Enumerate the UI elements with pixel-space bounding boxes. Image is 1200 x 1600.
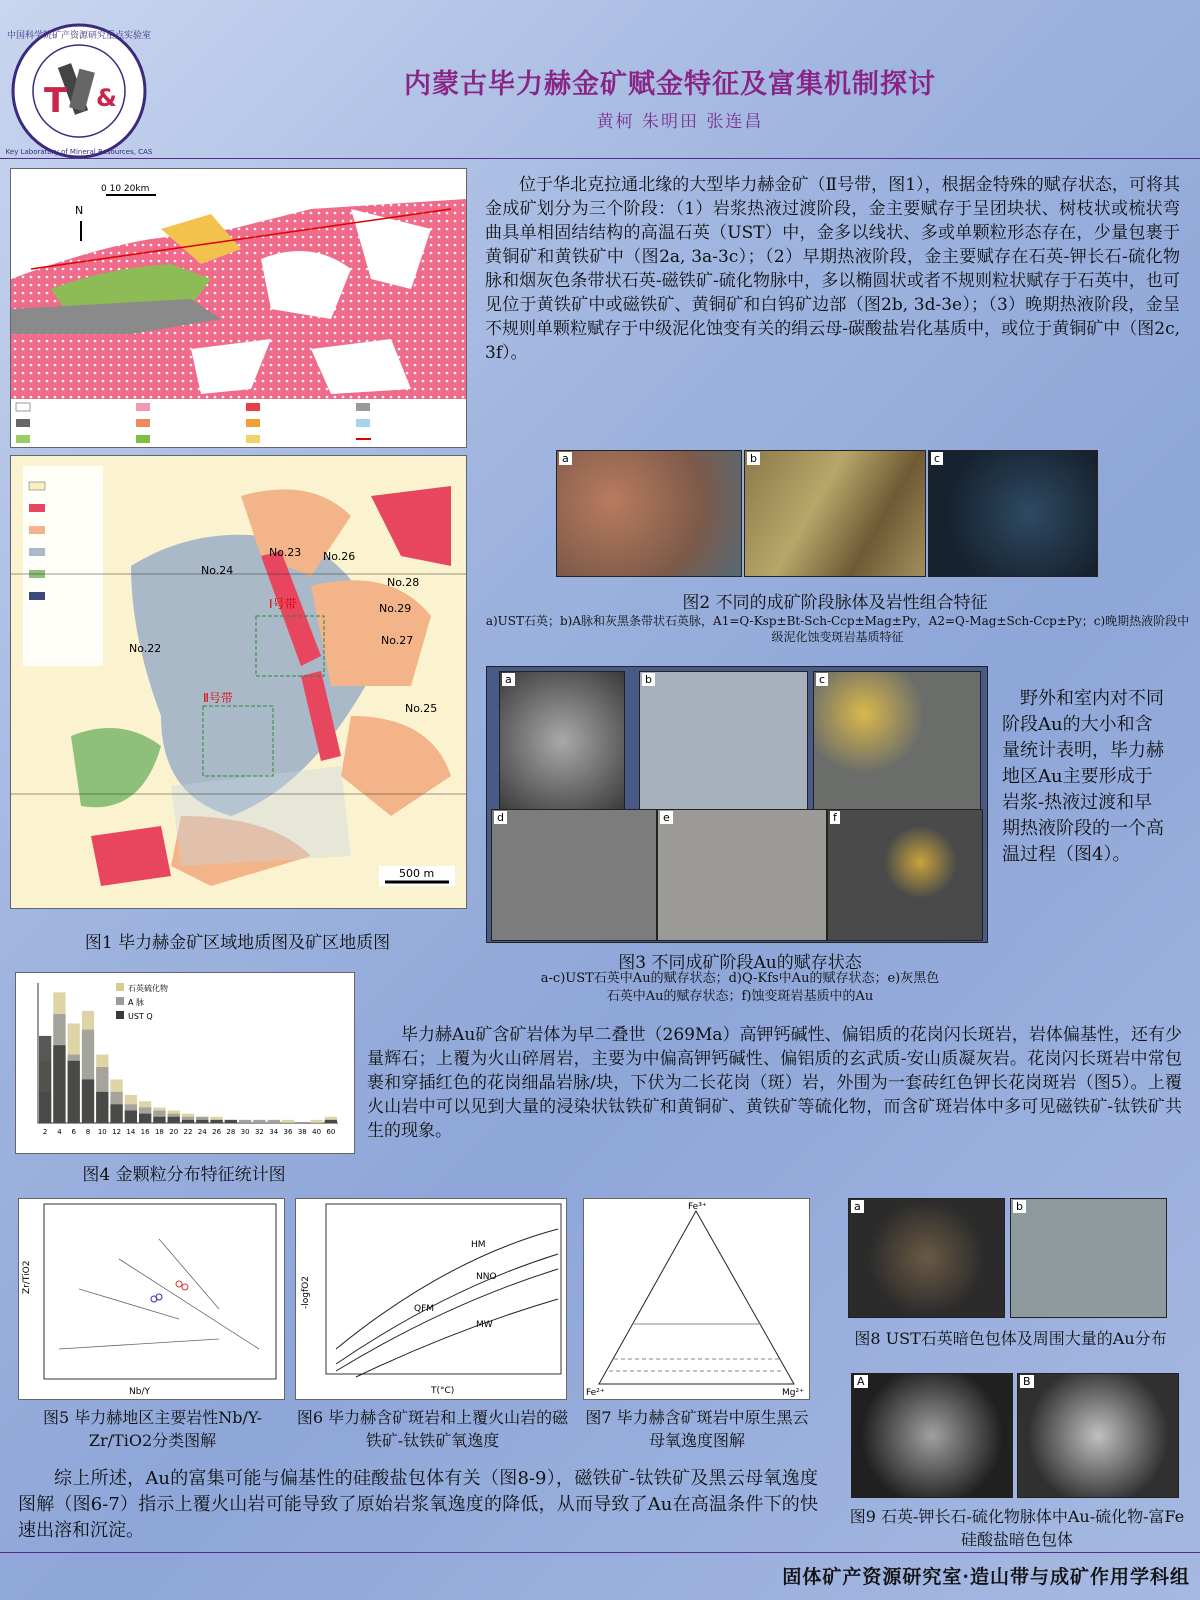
fig4-tick: 18 [154,1128,164,1136]
fig2-panel-c: c [928,450,1098,577]
fig6-curve-qfm: QFM [414,1304,435,1314]
fig4-tick: 60 [326,1128,336,1136]
fig4-bar-ust-8 [153,1117,165,1123]
fig4-bar-ust-11 [196,1120,208,1123]
fig8-panel-a: a [848,1198,1005,1318]
fig4-bar-ust-10 [182,1120,194,1123]
fig4-tick: 12 [112,1128,122,1136]
fig4-bar-ust-6 [125,1111,137,1123]
fig4-tick: 28 [226,1128,236,1136]
fig4-tick: 38 [297,1128,307,1136]
fig4-bar-ust-12 [210,1120,222,1123]
poster-authors: 黄柯 朱明田 张连昌 [596,112,764,132]
fig4-bar-ust-3 [82,1079,94,1123]
fig4-tick: 32 [254,1128,264,1136]
fig4-tick: 2 [42,1128,48,1136]
fig2-subcaption: a)UST石英；b)A脉和灰黑条带状石英脉，A1=Q-Ksp±Bt-Sch-Ccp±Mag±Py，A2=Q-Mag±Sch-Ccp±Py；c)晚期热液阶段中级泥化蚀变斑岩基质特征 [485,614,1190,645]
fig1-regional-map [10,168,467,448]
fig4-bar-ust-2 [68,1061,80,1123]
fig9-caption: 图9 石英-钾长石-硫化物脉体中Au-硫化物-富Fe硅酸盐暗色包体 [849,1507,1185,1549]
fig3-panel-f: f [827,809,983,941]
fig4-bar-ust-20 [325,1120,337,1123]
fig3-panel-c: c [813,671,981,811]
fig2-caption: 图2 不同的成矿阶段脉体及岩性组合特征 [682,593,988,613]
fig4-bar-ust-0 [39,1036,51,1123]
fig4-tick: 34 [269,1128,279,1136]
fig4-legend-label: UST Q [128,1012,153,1021]
fig4-tick: 6 [71,1128,76,1136]
fig3-panel-e: e [657,809,827,941]
fig4-tick: 26 [212,1128,222,1136]
intro-paragraph: 位于华北克拉通北缘的大型毕力赫金矿（Ⅱ号带，图1），根据金特殊的赋存状态，可将其金成矿划分为三个阶段：（1）岩浆热液过渡阶段，金主要赋存于呈团块状、树枝状或梳状弯曲具单相固结结构的高温石英（UST）中，金多以线状、多或单颗粒形态存在，少量包裹于黄铜矿和黄铁矿中（图2a, 3a-3c）；（2）早期热液阶段，金主要赋存在石英-钾长石-硫化物脉和烟灰色条带状石英-磁铁矿-硫化物脉中，多以椭圆状或者不规则粒状赋存于石英中，也可见位于黄铁矿中或磁铁矿、黄铜矿和白钨矿边部（图2b, 3d-3e）；（3）晚期热液阶段，金呈不规则单颗粒赋存于中级泥化蚀变有关的绢云母-碳酸盐岩化基质中，或位于黄铜矿中（图2c, 3f）。 [485,175,1180,363]
header-divider [0,158,1200,159]
fig7-apex-top: Fe³⁺ [688,1202,707,1212]
fig2-panels [556,450,1109,577]
fig1-caption: 图1 毕力赫金矿区域地质图及矿区地质图 [84,933,391,953]
fig4-tick: 8 [85,1128,91,1136]
fig1-label-22: No.22 [129,642,162,655]
fig4-bar-sulf-17 [282,1120,294,1123]
fig1-label-27: No.27 [381,634,414,647]
fig4-tick: 14 [126,1128,136,1136]
fig6-ylabel: -logfO2 [301,1276,311,1309]
fig3-panels [486,666,988,943]
fig7-apex-right: Mg²⁺ [782,1388,804,1398]
fig4-tick: 24 [197,1128,207,1136]
main-paragraph: 毕力赫Au矿含矿岩体为早二叠世（269Ma）高钾钙碱性、偏铝质的花岗闪长斑岩，岩体偏基性，还有少量辉石；上覆为火山碎屑岩，主要为中偏高钾钙碱性、偏铝质的玄武质-安山质凝灰岩。花岗闪长斑岩中常包裹和穿插红色的花岗细晶岩脉/块，下伏为二长花岗（斑）岩，外围为一套砖红色钾长花岗斑岩（图5）。上覆火山岩中可以见到大量的浸染状钛铁矿和黄铜矿、黄铁矿等硫化物，而含矿斑岩体中多可见磁铁矿-钛铁矿共生的现象。 [367,1025,1182,1141]
fig4-bar-ust-5 [110,1104,122,1123]
fig4-bar-sulf-19 [310,1120,322,1123]
fig6-xlabel: T(°C) [431,1386,455,1396]
fig6-curve-hm: HM [471,1240,486,1250]
fig1-label-29: No.29 [379,602,412,615]
fig9-panel-a: A [851,1373,1013,1498]
svg-text:&: & [96,84,117,112]
fig5-caption: 图5 毕力赫地区主要岩性Nb/Y-Zr/TiO2分类图解 [42,1408,263,1450]
fig6-curve-mw: MW [476,1320,493,1330]
fig3-subcaption-1: a-c)UST石英中Au的赋存状态；d)Q-Kfs中Au的赋存状态；e)灰黑色 [540,971,940,986]
fig3-subcaption-2: 石英中Au的赋存状态；f)蚀变斑岩基质中的Au [606,989,874,1004]
poster-title: 内蒙古毕力赫金矿赋金特征及富集机制探讨 [404,69,936,100]
fig1-zone2-label: Ⅱ号带 [203,691,233,705]
fig4-tick: 16 [140,1128,150,1136]
footer-group: 固体矿产资源研究室·造山带与成矿作用学科组 [782,1566,1190,1588]
fig4-tick: 4 [57,1128,62,1136]
fig4-tick: 22 [183,1128,193,1136]
fig7-ternary [583,1198,810,1400]
logo-text: 中国科学院矿产资源研究重点实验室 [6,31,152,41]
fig1-mine-map [10,455,467,909]
fig5-ylabel: Zr/TiO2 [22,1260,32,1294]
svg-text:T: T [44,81,68,121]
fig4-legend-swatch [116,1011,124,1019]
fig3-panel-a: a [499,671,625,811]
fig1-zone1-label: Ⅰ号带 [269,597,297,611]
fig8-caption: 图8 UST石英暗色包体及周围大量的Au分布 [854,1329,1167,1348]
fig6-caption: 图6 毕力赫含矿斑岩和上覆火山岩的磁铁矿-钛铁矿氧逸度 [296,1408,569,1450]
lab-logo [4,22,154,160]
fig5-xlabel: Nb/Y [129,1387,150,1397]
fig7-apex-left: Fe²⁺ [586,1388,605,1398]
fig4-bar-ust-4 [96,1092,108,1123]
fig1-label-23: No.23 [269,546,302,559]
fig4-bar-ust-1 [53,1045,65,1123]
side-paragraph: 野外和室内对不同阶段Au的大小和含量统计表明，毕力赫地区Au主要形成于岩浆-热液过渡和早期热液阶段的一个高温过程（图4）。 [1002,688,1164,865]
fig4-legend-swatch [116,983,124,991]
fig4-legend-swatch [116,997,124,1005]
fig3-panel-d: d [491,809,657,941]
fig4-tick: 36 [283,1128,293,1136]
fig4-tick: 20 [169,1128,179,1136]
fig4-legend-label: 石英硫化物 [128,984,168,993]
fig4-tick: 10 [97,1128,107,1136]
fig4-bar-ust-9 [168,1117,180,1123]
fig6-curve-nno: NNO [476,1272,497,1282]
fig4-caption: 图4 金颗粒分布特征统计图 [82,1165,286,1185]
fig4-bar-ust-13 [225,1120,237,1123]
fig3-panel-b: b [639,671,808,811]
fig4-legend-label: A 脉 [128,998,145,1007]
fig4-tick: 30 [240,1128,250,1136]
fig7-caption: 图7 毕力赫含矿斑岩中原生黑云母氧逸度图解 [585,1408,809,1450]
fig4-bar-ust-7 [139,1114,151,1123]
fig1-label-24: No.24 [201,564,234,577]
fig6-plot [295,1198,567,1400]
fig8-panels [848,1198,1190,1318]
svg-text:Key Laboratory of Mineral Reso: Key Laboratory of Mineral Resources, CAS [5,148,153,156]
fig4-bar-avein-14 [239,1120,251,1123]
fig1-label-26: No.26 [323,550,356,563]
fig2-panel-b: b [744,450,926,577]
fig4-bar-avein-16 [268,1120,280,1123]
fig4-tick: 40 [312,1128,322,1136]
fig5-plot [18,1198,285,1400]
fig2-panel-a: a [556,450,742,577]
fig4-histogram [15,972,355,1154]
fig1-north-label: N [75,204,84,217]
fig8-panel-b: b [1010,1198,1167,1318]
fig9-panel-b: B [1017,1373,1179,1498]
conclusion-paragraph: 综上所述，Au的富集可能与偏基性的硅酸盐包体有关（图8-9），磁铁矿-钛铁矿及黑云母氧逸度图解（图6-7）指示上覆火山岩可能导致了原始岩浆氧逸度的降低，从而导致了Au在高温条件下的快速出溶和沉淀。 [18,1468,818,1541]
fig9-panels [851,1373,1186,1498]
fig1-label-25: No.25 [405,702,438,715]
fig3-caption: 图3 不同成矿阶段Au的赋存状态 [618,953,862,973]
fig1-label-28: No.28 [387,576,420,589]
fig1-scale-top: 0 10 20km [101,184,150,194]
fig1-scale-bottom: 500 m [399,867,435,880]
footer-divider [0,1552,1200,1553]
fig4-bar-avein-15 [253,1120,265,1123]
